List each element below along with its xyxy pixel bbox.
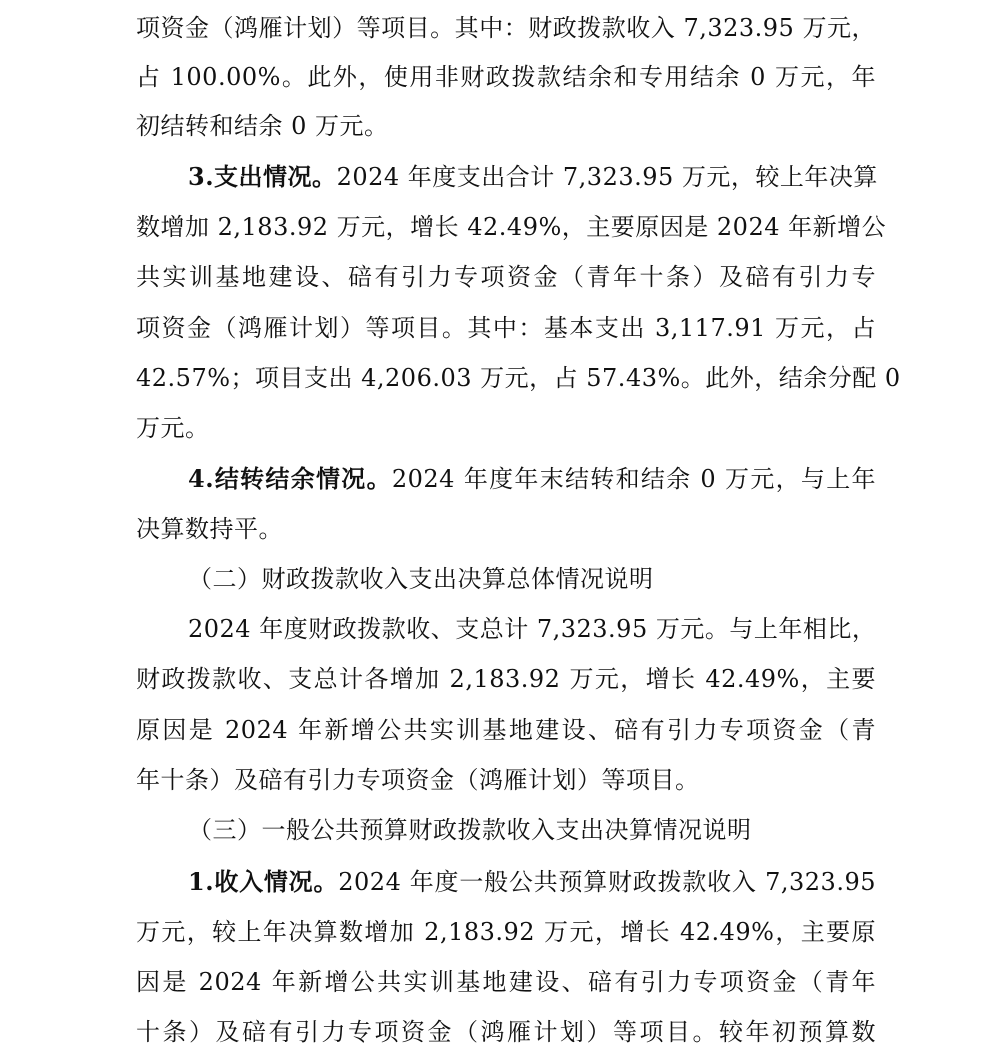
text-line: 共实训基地建设、碚有引力专项资金（青年十条）及碚有引力专: [136, 263, 876, 291]
section-heading-expenditure: 3.支出情况。: [188, 162, 337, 191]
text-line: 年十条）及碚有引力专项资金（鸿雁计划）等项目。: [136, 766, 700, 794]
section-heading-3: （三）一般公共预算财政拨款收入支出决算情况说明: [188, 816, 752, 844]
text-line: 原因是 2024 年新增公共实训基地建设、碚有引力专项资金（青: [136, 716, 876, 744]
paragraph-start-line: [188, 155, 876, 199]
paragraph-start-line: 2024 年度财政拨款收、支总计 7,323.95 万元。与上年相比，: [188, 615, 877, 643]
text-line: 42.57%；项目支出 4,206.03 万元，占 57.43%。此外，结余分配 0: [136, 364, 901, 392]
text-line: 项资金（鸿雁计划）等项目。其中：财政拨款收入 7,323.95 万元，: [136, 14, 876, 42]
section-heading-carryover: 4.结转结余情况。: [188, 464, 392, 493]
text-line: 决算数持平。: [136, 515, 283, 543]
text-line: 数增加 2,183.92 万元，增长 42.49%，主要原因是 2024 年新增公: [136, 213, 887, 241]
paragraph-start-line: [188, 457, 876, 501]
paragraph-start-line: [188, 860, 876, 904]
text-line: 财政拨款收、支总计各增加 2,183.92 万元，增长 42.49%，主要: [136, 665, 876, 693]
text-span: 2024 年度年末结转和结余 0 万元，与上年: [391, 465, 876, 493]
text-line: 初结转和结余 0 万元。: [136, 112, 389, 140]
section-heading-2: （二）财政拨款收入支出决算总体情况说明: [188, 565, 654, 593]
section-heading-income: 1.收入情况。: [188, 867, 339, 896]
text-line: 项资金（鸿雁计划）等项目。其中：基本支出 3,117.91 万元，占: [136, 314, 876, 342]
text-line: 因是 2024 年新增公共实训基地建设、碚有引力专项资金（青年: [136, 968, 876, 996]
text-line: 十条）及碚有引力专项资金（鸿雁计划）等项目。较年初预算数: [136, 1018, 876, 1046]
text-line: 万元。: [136, 414, 210, 442]
text-span: 2024 年度支出合计 7,323.95 万元，较上年决算: [336, 163, 878, 191]
text-line: 万元，较上年决算数增加 2,183.92 万元，增长 42.49%，主要原: [136, 918, 876, 946]
text-line: 占 100.00%。此外，使用非财政拨款结余和专用结余 0 万元，年: [136, 63, 876, 91]
text-span: 2024 年度一般公共预算财政拨款收入 7,323.95: [338, 868, 876, 896]
